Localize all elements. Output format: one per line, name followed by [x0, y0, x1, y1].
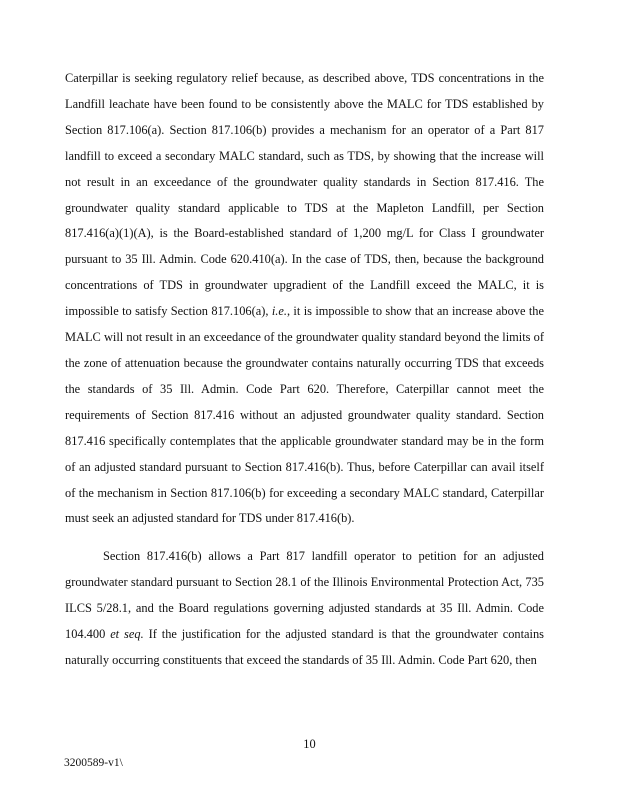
page-number: 10 [303, 737, 316, 751]
document-id: 3200589-v1\ [64, 757, 123, 769]
paragraph-text: Section 817.416(b) allows a Part 817 landfill operator to petition for an adjusted groundwater standard pursuant to Section 28.1 of the Illinois Environmental Protection Act, 735 ILCS 5/28.1, and the Board regulations governing adjusted standards at 35 Ill. Admin. Code 104.400 [65, 549, 544, 642]
paragraph-text: If the justification for the adjusted standard is that the groundwater contains naturally occurring constituents that exceed the standards of 35 Ill. Admin. Code Part 620, then [65, 627, 544, 667]
paragraph [65, 544, 544, 674]
paragraph-text: Caterpillar is seeking regulatory relief because, as described above, TDS concentrations in the Landfill leachate have been found to be consistently above the MALC for TDS established by Section 817.106(a). Section 817.106(b) provides a mechanism for an operator of a Part 817 landfill to exceed a secondary MALC standard, such as TDS, by showing that the increase will not result in an exceedance of the groundwater quality standards in Section 817.416. The groundwater quality standard applicable to TDS at the Mapleton Landfill, per Section 817.416(a)(1)(A), is the Board-established standard of 1,200 mg/L for Class I groundwater pursuant to 35 Ill. Admin. Code 620.410(a). In the case of TDS, then, because the background concentrations of TDS in groundwater upgradient of the Landfill exceed the MALC, it is impossible to satisfy Section 817.106(a), [65, 71, 544, 319]
document-body [65, 66, 544, 674]
paragraph [65, 66, 544, 532]
paragraph-text-italic: i.e. [271, 304, 287, 319]
paragraph-text: , it is impossible to show that an increase above the MALC will not result in an exceedance of the groundwater quality standard beyond the limits of the zone of attenuation because the groundwater contains naturally occurring TDS that exceeds the standards of 35 Ill. Admin. Code Part 620. Therefore, Caterpillar cannot meet the requirements of Section 817.416 without an adjusted groundwater quality standard. Section 817.416 specifically contemplates that the applicable groundwater standard may be in the form of an adjusted standard pursuant to Section 817.416(b). Thus, before Caterpillar can avail itself of the mechanism in Section 817.106(b) for exceeding a secondary MALC standard, Caterpillar must seek an adjusted standard for TDS under 817.416(b). [65, 304, 544, 526]
paragraph-text-italic: et seq. [110, 627, 144, 642]
